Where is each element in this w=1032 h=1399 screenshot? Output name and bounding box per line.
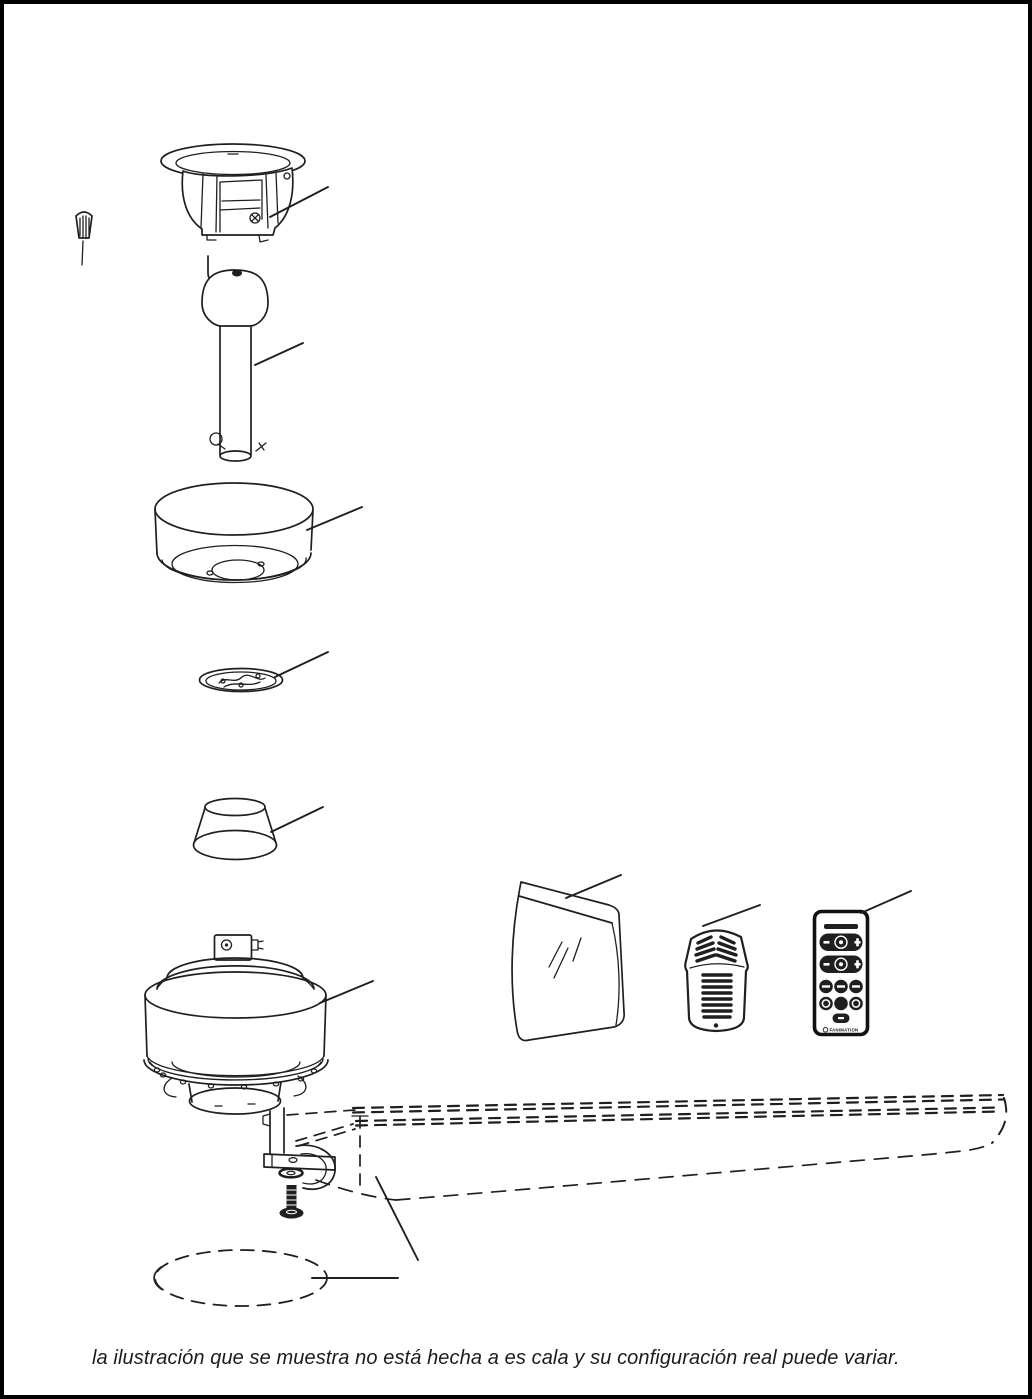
wire-lead <box>82 241 83 265</box>
leader-line-remote <box>861 891 911 913</box>
leader-line-bag <box>566 875 621 898</box>
coupling-set-screw <box>252 940 263 950</box>
leader-line-motor <box>320 981 373 1003</box>
motor-housing-body <box>145 995 326 1056</box>
leader-line-receiver <box>703 905 760 926</box>
downrod-tube <box>220 326 251 455</box>
motor-assembly-icon <box>144 935 373 1114</box>
hardware-bag-icon <box>512 875 624 1041</box>
power-button <box>834 997 848 1011</box>
canopy-center-hole <box>212 560 264 580</box>
lens-outline-icon <box>154 1250 398 1306</box>
fan-blade-outline-icon <box>316 1095 1006 1200</box>
leader-line-cone <box>271 807 323 832</box>
light-dimmer-rocker <box>820 956 863 974</box>
canopy-icon <box>155 483 362 583</box>
minus-icon <box>824 963 830 966</box>
washer <box>280 1169 303 1178</box>
hanger-ball <box>202 270 268 326</box>
remote-ir-window <box>824 924 858 929</box>
trim-ring-plate-icon <box>200 652 329 692</box>
blade-holder-icon <box>263 1108 418 1260</box>
receiver-unit-icon <box>685 905 760 1031</box>
leader-line-downrod <box>255 343 303 365</box>
fan-speed-rocker <box>820 934 863 952</box>
downrod-icon <box>202 256 303 461</box>
set-screw <box>256 443 266 451</box>
ceiling-mount-bracket-icon <box>161 144 328 242</box>
remote-brand-label: FANIMATION <box>829 1027 859 1033</box>
minus-icon <box>824 941 830 944</box>
exploded-parts-diagram <box>4 4 1032 1399</box>
mode-buttons <box>819 997 863 1011</box>
leader-line-plate <box>275 652 328 677</box>
remote-control-icon <box>815 891 912 1035</box>
wire-nut <box>76 212 92 265</box>
downrod-coupling <box>215 935 252 960</box>
speed-buttons <box>819 980 863 994</box>
coupling-cover-icon <box>194 799 324 860</box>
leader-line-canopy <box>307 507 362 530</box>
leader-line-blade <box>376 1177 418 1260</box>
disclaimer-caption: la ilustración que se muestra no está hecha a es cala y su configuración real puede variar. <box>92 1347 900 1369</box>
